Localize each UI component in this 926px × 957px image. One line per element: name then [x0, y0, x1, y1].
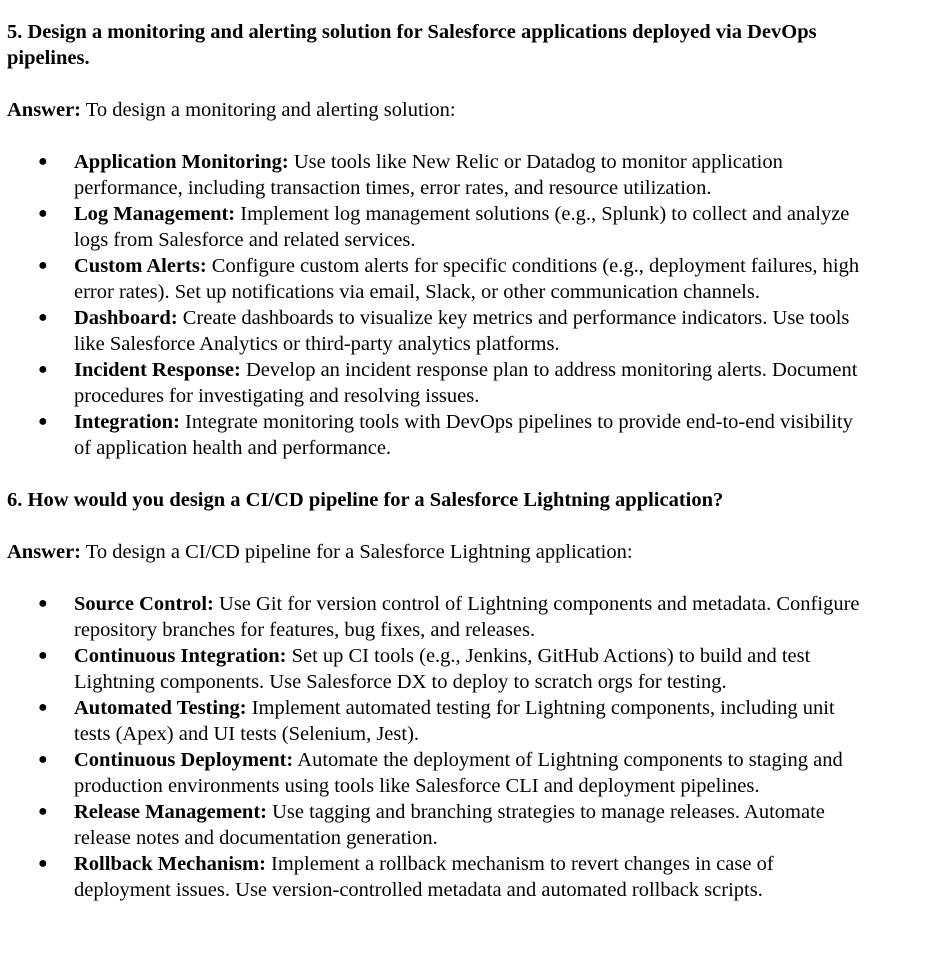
answer-6-list — [7, 591, 926, 903]
bullet-icon: ● — [38, 309, 48, 326]
bullet-icon: ● — [38, 803, 48, 820]
item-text: Use tools like New Relic or Datadog to monitor application performance, including transaction times, error rates, and resource utilization. — [74, 151, 783, 199]
bullet-icon: ● — [38, 751, 48, 768]
bullet-icon: ● — [38, 257, 48, 274]
item-term: Continuous Deployment: — [74, 749, 294, 771]
answer-5-list — [7, 149, 926, 461]
item-text: Use tagging and branching strategies to manage releases. Automate release notes and documentation generation. — [74, 801, 825, 849]
list-item — [7, 357, 874, 409]
list-item — [7, 305, 874, 357]
item-term: Incident Response: — [74, 359, 241, 381]
item-text: Implement a rollback mechanism to revert changes in case of deployment issues. Use version-controlled metadata and automated rollback scripts. — [74, 853, 774, 901]
list-item — [7, 643, 874, 695]
list-item — [7, 851, 874, 903]
bullet-icon: ● — [38, 153, 48, 170]
item-term: Custom Alerts: — [74, 255, 207, 277]
answer-5-intro-text: To design a monitoring and alerting solution: — [81, 99, 456, 121]
item-text: Develop an incident response plan to address monitoring alerts. Document procedures for investigating and resolving issues. — [74, 359, 858, 407]
item-term: Log Management: — [74, 203, 236, 225]
bullet-icon: ● — [38, 361, 48, 378]
answer-5-intro — [7, 97, 926, 123]
bullet-icon: ● — [38, 595, 48, 612]
bullet-icon: ● — [38, 413, 48, 430]
list-item — [7, 799, 874, 851]
item-term: Source Control: — [74, 593, 214, 615]
item-text: Set up CI tools (e.g., Jenkins, GitHub Actions) to build and test Lightning components. Use Salesforce DX to deploy to scratch orgs for testing. — [74, 645, 811, 693]
list-item — [7, 409, 874, 461]
list-item — [7, 201, 874, 253]
item-text: Use Git for version control of Lightning components and metadata. Configure repository branches for features, bug fixes, and releases. — [74, 593, 860, 641]
bullet-icon: ● — [38, 205, 48, 222]
item-text: Automate the deployment of Lightning components to staging and production environments using tools like Salesforce CLI and deployment pipelines. — [74, 749, 843, 797]
list-item — [7, 747, 874, 799]
item-text: Implement automated testing for Lightning components, including unit tests (Apex) and UI tests (Selenium, Jest). — [74, 697, 835, 745]
list-item — [7, 253, 874, 305]
item-term: Continuous Integration: — [74, 645, 287, 667]
item-text: Implement log management solutions (e.g., Splunk) to collect and analyze logs from Salesforce and related services. — [74, 203, 850, 251]
item-term: Dashboard: — [74, 307, 178, 329]
list-item — [7, 591, 874, 643]
answer-5-label: Answer: — [7, 99, 82, 121]
answer-6-intro-text: To design a CI/CD pipeline for a Salesforce Lightning application: — [81, 541, 633, 563]
item-term: Automated Testing: — [74, 697, 247, 719]
answer-6-label: Answer: — [7, 541, 82, 563]
bullet-icon: ● — [38, 855, 48, 872]
item-text: Configure custom alerts for specific conditions (e.g., deployment failures, high error rates). Set up notifications via email, Slack, or other communication channels. — [74, 255, 860, 303]
item-term: Integration: — [74, 411, 180, 433]
item-term: Rollback Mechanism: — [74, 853, 266, 875]
item-term: Release Management: — [74, 801, 267, 823]
bullet-icon: ● — [38, 647, 48, 664]
list-item — [7, 695, 874, 747]
question-6-heading: 6. How would you design a CI/CD pipeline for a Salesforce Lightning application? — [7, 489, 724, 511]
item-text: Create dashboards to visualize key metrics and performance indicators. Use tools like Salesforce Analytics or third-party analytics platforms. — [74, 307, 850, 355]
question-5-heading: 5. Design a monitoring and alerting solution for Salesforce applications deployed via DevOps pipelines. — [7, 21, 817, 69]
answer-6-intro — [7, 539, 926, 565]
item-text: Integrate monitoring tools with DevOps pipelines to provide end-to-end visibility of application health and performance. — [74, 411, 853, 459]
item-term: Application Monitoring: — [74, 151, 289, 173]
list-item — [7, 149, 874, 201]
bullet-icon: ● — [38, 699, 48, 716]
